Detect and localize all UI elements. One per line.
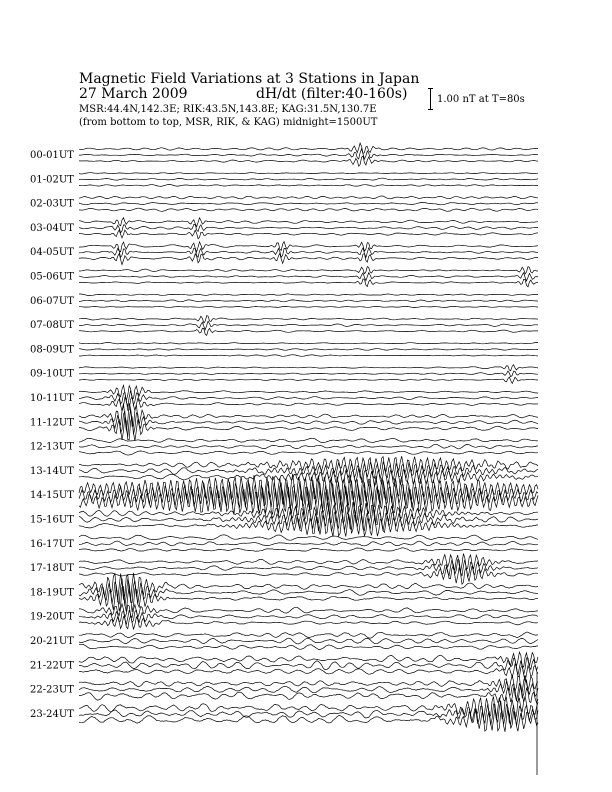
trace-kag-06-07ut [79, 294, 538, 296]
row-label-22-23ut: 22-23UT [30, 684, 74, 696]
row-label-05-06ut: 05-06UT [30, 271, 74, 283]
scale-label: 1.00 nT at T=80s [437, 94, 525, 105]
trace-kag-01-02ut [79, 173, 538, 174]
row-label-18-19ut: 18-19UT [30, 587, 74, 599]
chart-title: Magnetic Field Variations at 3 Stations in Japan [79, 71, 420, 87]
trace-rik-20-21ut [79, 638, 538, 644]
trace-msr-03-04ut [79, 230, 538, 239]
trace-msr-09-10ut [79, 377, 538, 383]
station-order-note: (from bottom to top, MSR, RIK, & KAG) midnight=1500UT [79, 117, 378, 128]
row-label-03-04ut: 03-04UT [30, 222, 74, 234]
chart-date: 27 March 2009 [79, 86, 188, 102]
trace-rik-05-06ut [79, 273, 538, 281]
row-label-20-21ut: 20-21UT [30, 636, 74, 647]
row-labels [30, 150, 74, 720]
trace-kag-23-24ut [79, 696, 538, 720]
trace-msr-07-08ut [79, 328, 538, 335]
row-label-06-07ut: 06-07UT [30, 295, 74, 307]
trace-msr-15-16ut [79, 514, 538, 537]
row-label-23-24ut: 23-24UT [30, 708, 74, 720]
trace-kag-09-10ut [79, 365, 538, 371]
trace-kag-11-12ut [79, 403, 538, 430]
trace-kag-16-17ut [79, 535, 538, 541]
row-label-16-17ut: 16-17UT [30, 538, 74, 550]
row-label-11-12ut: 11-12UT [30, 417, 74, 429]
trace-msr-01-02ut [79, 184, 538, 186]
trace-kag-12-13ut [79, 438, 538, 442]
trace-kag-07-08ut [79, 316, 538, 323]
trace-msr-00-01ut [79, 156, 538, 166]
row-label-17-18ut: 17-18UT [30, 563, 74, 575]
trace-msr-22-23ut [79, 685, 538, 703]
row-label-09-10ut: 09-10UT [30, 368, 74, 380]
trace-rik-13-14ut [79, 462, 538, 480]
row-label-00-01ut: 00-01UT [30, 150, 74, 161]
trace-rik-06-07ut [79, 300, 538, 302]
trace-kag-05-06ut [79, 267, 538, 274]
trace-lines [79, 143, 538, 732]
trace-kag-21-22ut [79, 652, 538, 667]
trace-msr-18-19ut [79, 585, 538, 612]
row-label-02-03ut: 02-03UT [30, 198, 74, 210]
trace-rik-00-01ut [79, 149, 538, 159]
trace-rik-21-22ut [79, 658, 538, 675]
trace-rik-11-12ut [79, 409, 538, 437]
row-label-01-02ut: 01-02UT [30, 174, 74, 186]
chart-filter: dH/dt (filter:40-160s) [256, 86, 408, 102]
row-label-07-08ut: 07-08UT [30, 320, 74, 332]
trace-rik-12-13ut [79, 444, 538, 449]
row-label-12-13ut: 12-13UT [30, 441, 74, 453]
trace-kag-18-19ut [79, 573, 538, 600]
trace-msr-12-13ut [79, 451, 538, 455]
trace-rik-04-05ut [79, 248, 538, 258]
trace-kag-04-05ut [79, 242, 538, 252]
trace-rik-03-04ut [79, 224, 538, 232]
trace-kag-02-03ut [79, 196, 538, 199]
trace-rik-09-10ut [79, 371, 538, 377]
trace-kag-03-04ut [79, 218, 538, 227]
trace-rik-16-17ut [79, 541, 538, 546]
trace-rik-10-11ut [79, 390, 538, 406]
trace-kag-20-21ut [79, 632, 538, 638]
trace-msr-17-18ut [79, 565, 538, 584]
trace-msr-08-09ut [79, 355, 538, 357]
row-label-04-05ut: 04-05UT [30, 247, 74, 259]
trace-msr-11-12ut [79, 416, 538, 441]
trace-rik-02-03ut [79, 202, 538, 204]
trace-rik-07-08ut [79, 321, 538, 330]
trace-kag-08-09ut [79, 342, 538, 344]
row-label-21-22ut: 21-22UT [30, 660, 74, 672]
trace-rik-08-09ut [79, 349, 538, 351]
trace-msr-20-21ut [79, 644, 538, 649]
trace-msr-05-06ut [79, 279, 538, 287]
row-label-13-14ut: 13-14UT [30, 465, 74, 477]
trace-rik-01-02ut [79, 178, 538, 180]
trace-msr-21-22ut [79, 664, 538, 681]
row-label-19-20ut: 19-20UT [30, 611, 74, 623]
trace-msr-04-05ut [79, 253, 538, 264]
trace-msr-06-07ut [79, 306, 538, 307]
trace-msr-16-17ut [79, 548, 538, 551]
trace-msr-02-03ut [79, 208, 538, 211]
row-label-14-15ut: 14-15UT [30, 490, 74, 502]
station-coordinates: MSR:44.4N,142.3E; RIK:43.5N,143.8E; KAG:31.5N,130.7E [79, 104, 377, 115]
trace-kag-00-01ut [79, 143, 538, 153]
row-label-10-11ut: 10-11UT [30, 393, 74, 404]
trace-rik-18-19ut [79, 579, 538, 607]
row-label-15-16ut: 15-16UT [30, 514, 74, 526]
row-label-08-09ut: 08-09UT [30, 344, 74, 356]
